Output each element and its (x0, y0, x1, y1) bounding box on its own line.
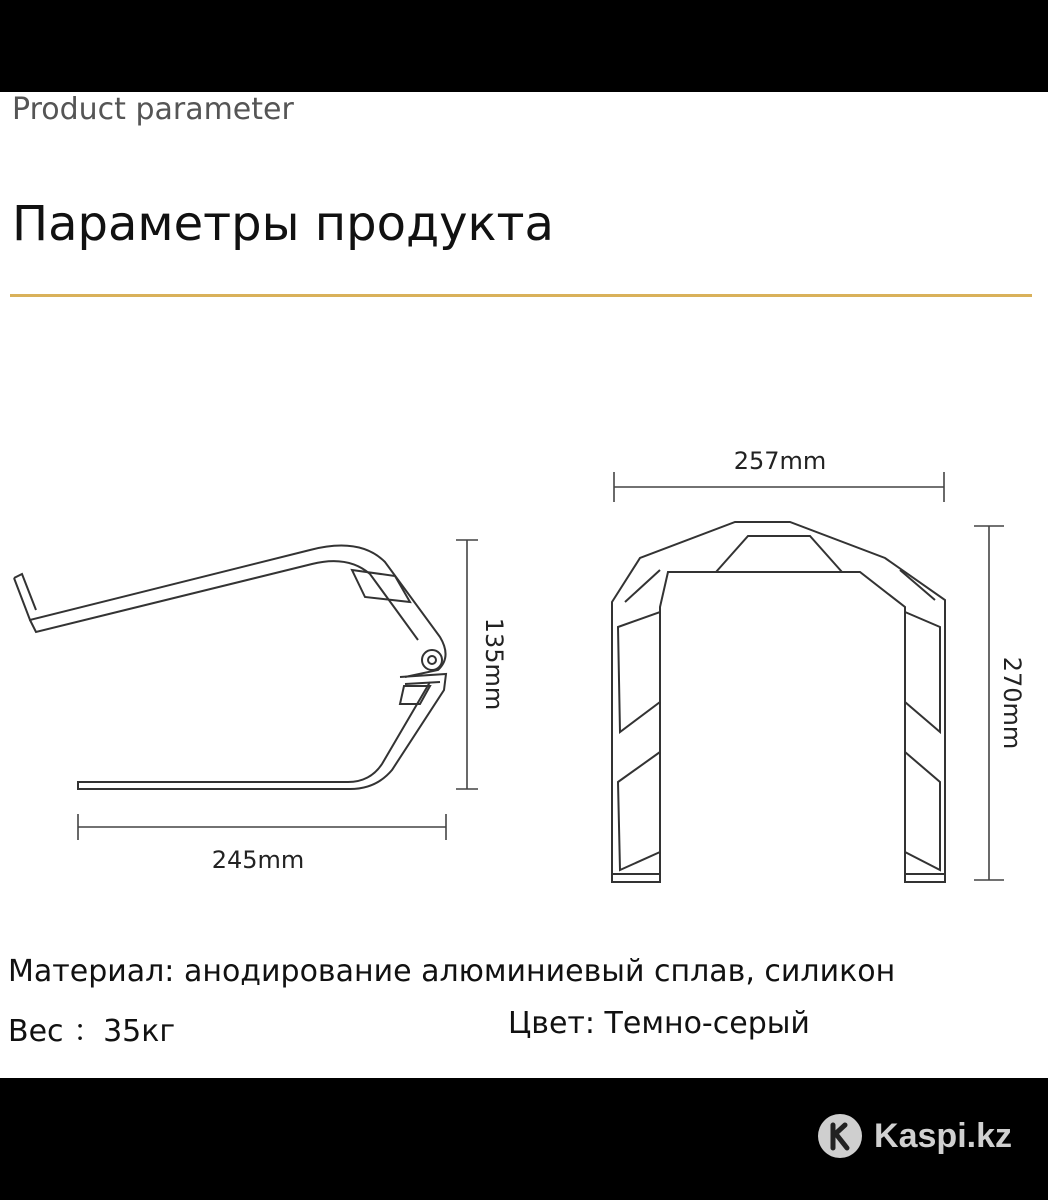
front-width-dimension (614, 472, 944, 502)
top-black-bar (0, 0, 1048, 92)
product-image (0, 92, 1048, 1078)
dimension-diagram (0, 92, 1048, 1078)
subtitle-english: Product parameter (12, 92, 294, 127)
spec-color: Цвет: Темно-серый (508, 1006, 810, 1041)
watermark-text: Kaspi.kz (874, 1116, 1012, 1155)
spec-material: Материал: анодирование алюминиевый сплав, силикон (8, 954, 896, 989)
front-width-label: 257mm (733, 447, 827, 475)
side-height-dimension (456, 540, 478, 789)
front-height-label: 270mm (998, 656, 1026, 750)
kaspi-watermark (816, 1112, 1012, 1160)
side-width-label: 245mm (211, 846, 305, 874)
side-height-label: 135mm (480, 617, 508, 711)
front-view-stand (612, 522, 945, 882)
spec-weight: Вес ：35кг (8, 1014, 176, 1049)
page-title: Параметры продукта (12, 196, 554, 252)
kaspi-logo-icon (816, 1112, 864, 1160)
side-view-stand (14, 546, 446, 789)
bottom-black-bar (0, 1078, 1048, 1200)
side-width-dimension (78, 814, 446, 840)
